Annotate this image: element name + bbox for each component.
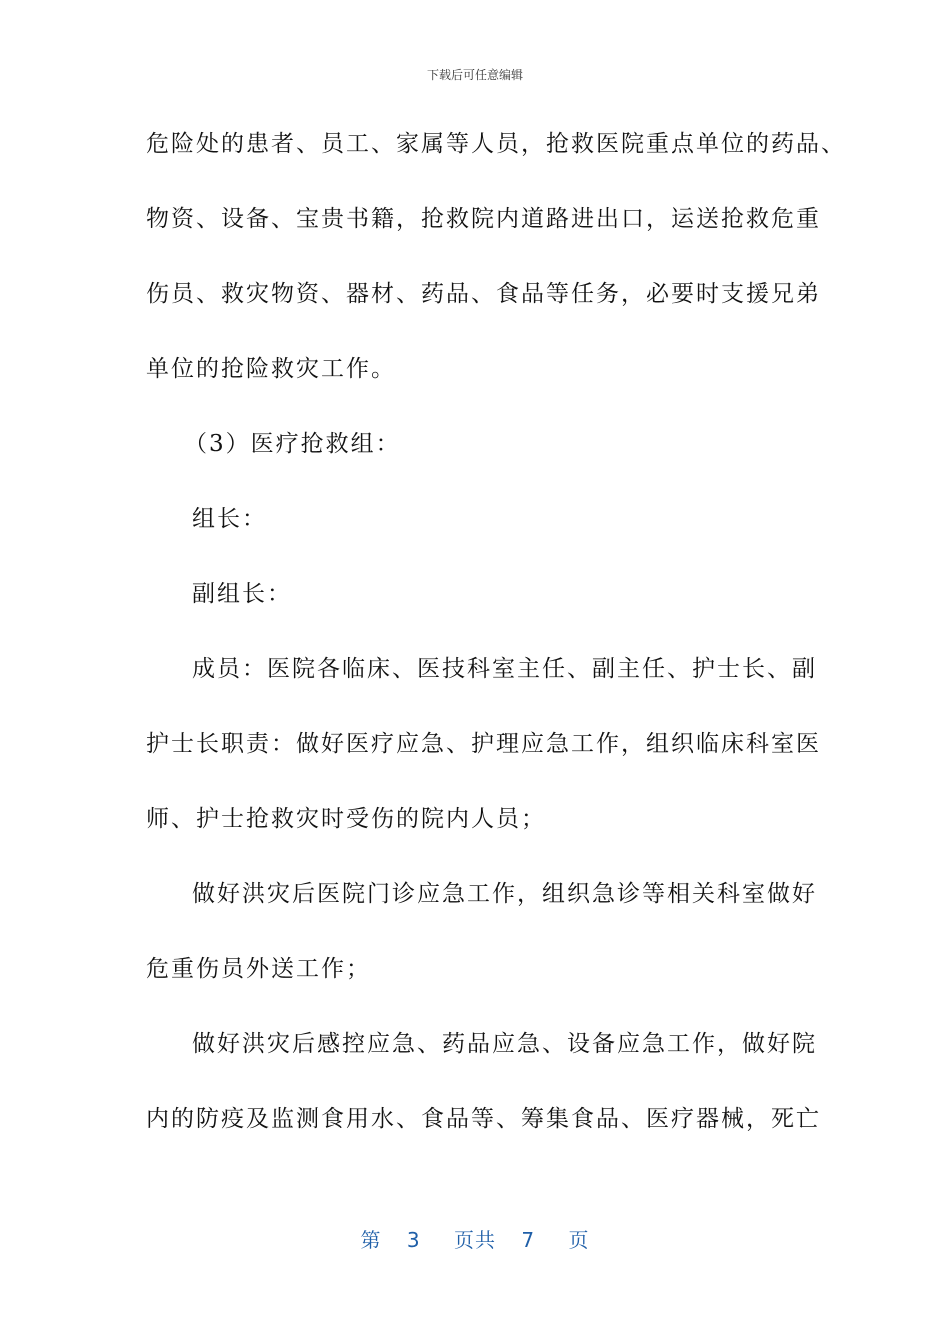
document-body: [146, 124, 846, 1174]
text-line: 做好洪灾后感控应急、药品应急、设备应急工作，做好院: [192, 1031, 817, 1057]
text-line: 危险处的患者、员工、家属等人员，抢救医院重点单位的药品、: [146, 131, 846, 157]
text-line: 成员：医院各临床、医技科室主任、副主任、护士长、副: [192, 656, 817, 682]
text-line: 单位的抢险救灾工作。: [146, 356, 396, 382]
text-line: 伤员、救灾物资、器材、药品、食品等任务，必要时支援兄弟: [146, 281, 821, 307]
text-line: 物资、设备、宝贵书籍，抢救院内道路进出口，运送抢救危重: [146, 206, 821, 232]
footer-current-page: 3: [406, 1228, 421, 1252]
text-line: 副组长：: [192, 581, 292, 607]
text-line: 危重伤员外送工作；: [146, 956, 371, 982]
footer-middle: 页共: [454, 1228, 496, 1252]
section-heading: （3）医疗抢救组：: [184, 431, 401, 457]
text-line: 组长：: [192, 506, 267, 532]
text-line: 护士长职责：做好医疗应急、护理应急工作，组织临床科室医: [146, 731, 821, 757]
footer-total-pages: 7: [521, 1228, 536, 1252]
footer-suffix: 页: [568, 1228, 590, 1252]
page-footer: [0, 1224, 950, 1253]
footer-prefix: 第: [360, 1228, 382, 1252]
text-line: 师、护士抢救灾时受伤的院内人员；: [146, 806, 546, 832]
text-line: 内的防疫及监测食用水、食品等、筹集食品、医疗器械，死亡: [146, 1106, 821, 1132]
text-line: 做好洪灾后医院门诊应急工作，组织急诊等相关科室做好: [192, 881, 817, 907]
header-note: 下载后可任意编辑: [426, 68, 523, 82]
